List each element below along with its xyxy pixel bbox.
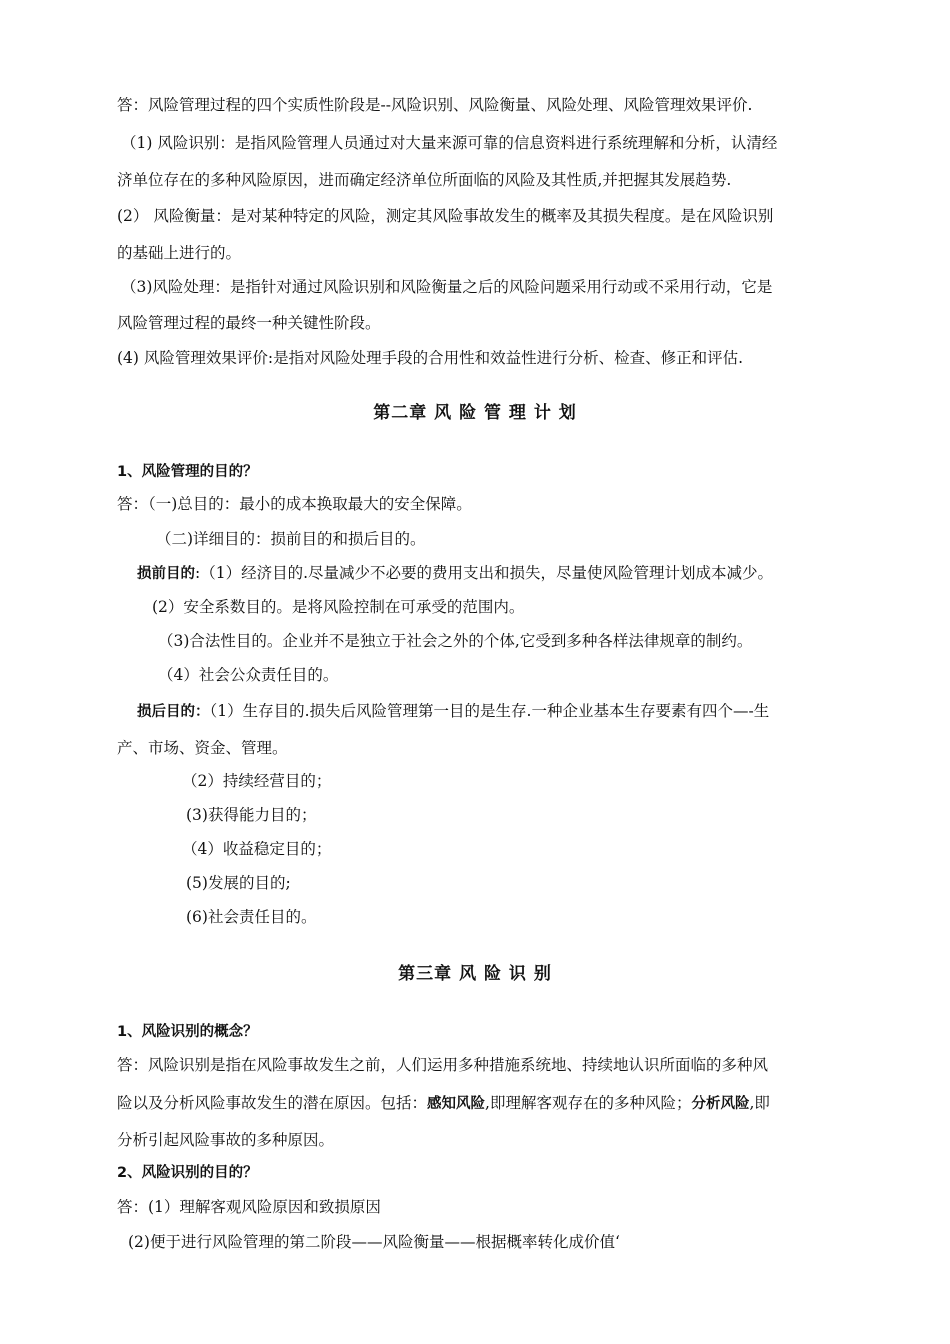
- answer-intro: 答：风险管理过程的四个实质性阶段是--风险识别、风险衡量、风险处理、风险管理效果评价.: [117, 96, 753, 114]
- post-loss-goal-5: (5)发展的目的;: [186, 874, 291, 892]
- pre-loss-goal-line: [137, 563, 773, 583]
- perceive-risk-term: 感知风险: [427, 1096, 486, 1112]
- answer-line: (2)便于进行风险管理的第二阶段——风险衡量——根据概率转化成价值‘: [128, 1233, 620, 1251]
- post-loss-goal-1: （1）生存目的.损失后风险管理第一目的是生存.一种企业基本生存要素有四个—-生: [209, 702, 770, 720]
- pre-loss-goal-2: (2）安全系数目的。是将风险控制在可承受的范围内。: [152, 598, 525, 616]
- answer-text: ,即理解客观存在的多种风险；: [485, 1094, 692, 1112]
- question-heading: 1、风险管理的目的？: [117, 464, 258, 480]
- post-loss-goal-2: （2）持续经营目的；: [182, 772, 332, 790]
- answer-text: 险以及分析风险事故发生的潜在原因。包括：: [117, 1094, 428, 1112]
- post-loss-goal-6: (6)社会责任目的。: [186, 908, 317, 926]
- paragraph-effect-evaluation: (4) 风险管理效果评价:是指对风险处理手段的合用性和效益性进行分析、检查、修正和评估.: [117, 349, 744, 367]
- paragraph-risk-handling-cont: 风险管理过程的最终一种关键性阶段。: [117, 314, 381, 332]
- pre-loss-goal-3: （3)合法性目的。企业并不是独立于社会之外的个体,它受到多种各样法律规章的制约。: [158, 632, 753, 650]
- question-heading: 2、风险识别的目的？: [117, 1165, 258, 1181]
- chapter-3-title: 第三章 风 险 识 别: [398, 964, 552, 984]
- analyze-risk-term: 分析风险: [691, 1096, 750, 1112]
- answer-text: ,即: [749, 1094, 770, 1112]
- post-loss-goal-3: (3)获得能力目的；: [186, 806, 317, 824]
- pre-loss-label: 损前目的: [137, 566, 195, 582]
- answer-line: 答：风险识别是指在风险事故发生之前，人们运用多种措施系统地、持续地认识所面临的多种风: [117, 1056, 769, 1074]
- post-loss-label: 损后目的：: [137, 704, 210, 720]
- question-heading: 1、风险识别的概念？: [117, 1024, 258, 1040]
- paragraph-risk-measurement: (2） 风险衡量：是对某种特定的风险，测定其风险事故发生的概率及其损失程度。是在风险识别: [117, 207, 774, 225]
- answer-line: 分析引起风险事故的多种原因。: [117, 1131, 335, 1149]
- paragraph-risk-measurement-cont: 的基础上进行的。: [117, 244, 242, 262]
- answer-line: 答：（一)总目的：最小的成本换取最大的安全保障。: [117, 495, 472, 513]
- pre-loss-goal-1: :（1）经济目的.尽量减少不必要的费用支出和损失，尽量使风险管理计划成本减少。: [195, 564, 774, 582]
- answer-line: 答：(1）理解客观风险原因和致损原因: [117, 1198, 381, 1216]
- chapter-2-title: 第二章 风 险 管 理 计 划: [373, 403, 577, 423]
- paragraph-risk-identification: （1) 风险识别：是指风险管理人员通过对大量来源可靠的信息资料进行系统理解和分析，认清经: [121, 134, 778, 152]
- answer-line: [117, 1093, 770, 1113]
- answer-line: （二)详细目的：损前目的和损后目的。: [156, 530, 426, 548]
- post-loss-goal-line: [137, 701, 769, 721]
- post-loss-goal-4: （4）收益稳定目的；: [182, 840, 332, 858]
- post-loss-goal-1-cont: 产、市场、资金、管理。: [117, 739, 288, 757]
- paragraph-risk-identification-cont: 济单位存在的多种风险原因，进而确定经济单位所面临的风险及其性质,并把握其发展趋势.: [117, 171, 732, 189]
- paragraph-risk-handling: （3)风险处理：是指针对通过风险识别和风险衡量之后的风险问题采用行动或不采用行动，它是: [121, 278, 773, 296]
- pre-loss-goal-4: （4）社会公众责任目的。: [158, 666, 339, 684]
